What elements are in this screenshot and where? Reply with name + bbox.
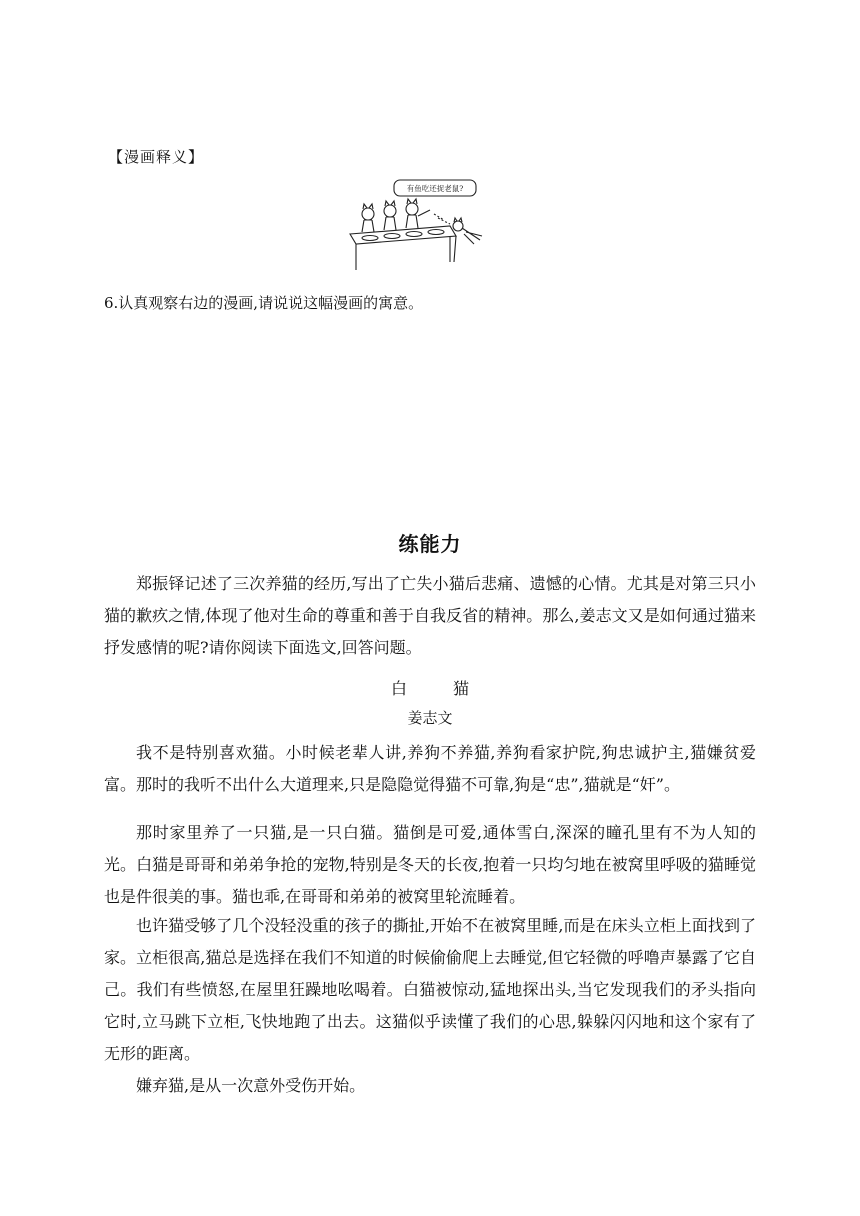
cat-figure-2 [384, 201, 396, 230]
intro-paragraph: 郑振铎记述了三次养猫的经历,写出了亡失小猫后悲痛、遗憾的心情。尤其是对第三只小猫的歉疚之情,体现了他对生命的尊重和善于自我反省的精神。那么,姜志文又是如何通过猫来抒发感情的呢?请你阅读下面选文,回答问题。 [104, 574, 756, 657]
cat-figure-3 [406, 199, 430, 228]
table [350, 226, 456, 244]
plate-4 [428, 230, 444, 235]
practice-heading: 练能力 [398, 532, 462, 556]
cat-figure-1 [362, 204, 374, 232]
plate-2 [384, 234, 400, 239]
speech-bubble-text: 有鱼吃还捉老鼠? [406, 184, 464, 193]
plate-1 [362, 236, 378, 241]
article-paragraph-1: 我不是特别喜欢猫。小时候老辈人讲,养狗不养猫,养狗看家护院,狗忠诚护主,猫嫌贫爱富。那时的我听不出什么大道理来,只是隐隐觉得猫不可靠,狗是“忠”,猫就是“奸”。 [104, 743, 756, 794]
article-author: 姜志文 [407, 709, 453, 727]
section-heading-comic: 【漫画释义】 [108, 148, 205, 166]
article-title [0, 676, 860, 699]
article-paragraph-4: 嫌弃猫,是从一次意外受伤开始。 [136, 1076, 366, 1095]
plate-3 [406, 232, 422, 237]
question-6: 6.认真观察右边的漫画,请说说这幅漫画的寓意。 [104, 294, 424, 312]
article-paragraph-3: 也许猫受够了几个没轻没重的孩子的撕扯,开始不在被窝里睡,而是在床头立柜上面找到了家。立柜很高,猫总是选择在我们不知道的时候偷偷爬上去睡觉,但它轻微的呼噜声暴露了它自己。我们有些愤怒,在屋里狂躁地吆喝着。白猫被惊动,猛地探出头,当它发现我们的矛头指向它时,立马跳下立柜,飞快地跑了出去。这猫似乎读懂了我们的心思,躲躲闪闪地和这个家有了无形的距离。 [104, 916, 756, 1063]
flying-cat-figure [434, 214, 482, 244]
article-title-char-1: 白 [390, 679, 407, 698]
comic-illustration [346, 178, 486, 272]
article-paragraph-2: 那时家里养了一只猫,是一只白猫。猫倒是可爱,通体雪白,深深的瞳孔里有不为人知的光。白猫是哥哥和弟弟争抢的宠物,特别是冬天的长夜,抱着一只均匀地在被窝里呼吸的猫睡觉也是件很美的事。猫也乖,在哥哥和弟弟的被窝里轮流睡着。 [104, 823, 756, 906]
article-title-char-2: 猫 [453, 679, 470, 698]
